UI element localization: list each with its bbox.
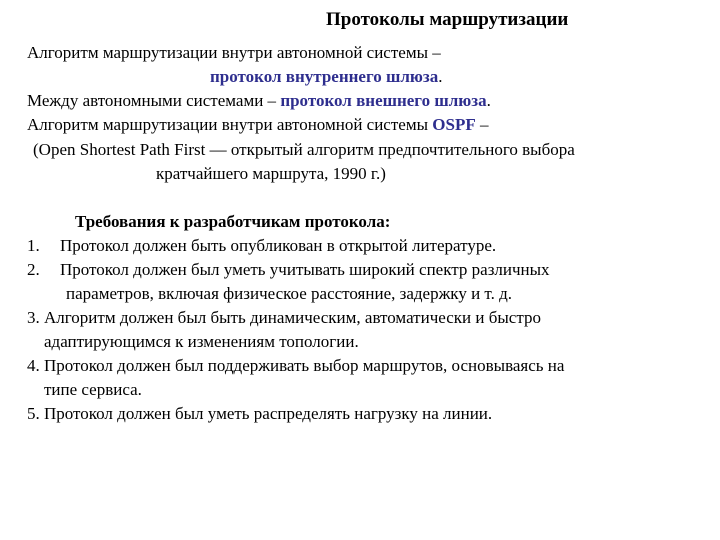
intro-line-4 xyxy=(27,113,488,137)
intro-line-3-start: Между автономными системами – xyxy=(27,91,281,110)
intro-line-2 xyxy=(210,65,442,89)
requirement-text: Протокол должен был поддерживать выбор маршрутов, основываясь на xyxy=(44,356,565,375)
intro-line-1: Алгоритм маршрутизации внутри автономной системы – xyxy=(27,43,441,62)
intro-line-6: кратчайшего маршрута, 1990 г.) xyxy=(156,164,386,183)
intro-line-3 xyxy=(27,89,491,113)
intro-line-2-end: . xyxy=(438,67,443,86)
requirement-text: типе сервиса. xyxy=(44,380,142,399)
requirement-text: Протокол должен быть опубликован в открытой литературе. xyxy=(60,236,497,255)
requirement-text: Протокол должен был уметь учитывать широкий спектр различных xyxy=(60,260,550,279)
intro-line-4-end: – xyxy=(475,115,489,134)
intro-line-5: (Open Shortest Path First — открытый алгоритм предпочтительного выбора xyxy=(33,140,575,159)
interior-gateway-protocol-text: протокол внутреннего шлюза xyxy=(210,67,439,86)
requirement-number: 2. xyxy=(27,260,40,279)
ospf-text: OSPF xyxy=(432,115,476,134)
intro-line-4-start: Алгоритм маршрутизации внутри автономной системы xyxy=(27,115,433,134)
requirement-number: 3. xyxy=(27,308,40,327)
requirement-text: адаптирующимся к изменениям топологии. xyxy=(44,332,359,351)
requirement-number: 5. xyxy=(27,404,40,423)
requirement-text: параметров, включая физическое расстояние, задержку и т. д. xyxy=(66,284,512,303)
requirement-number: 4. xyxy=(27,356,40,375)
requirements-heading: Требования к разработчикам протокола: xyxy=(75,212,391,231)
page-title: Протоколы маршрутизации xyxy=(326,9,569,30)
requirement-text: Алгоритм должен был быть динамическим, автоматически и быстро xyxy=(44,308,541,327)
exterior-gateway-protocol-text: протокол внешнего шлюза xyxy=(280,91,487,110)
intro-line-3-end: . xyxy=(486,91,491,110)
requirement-number: 1. xyxy=(27,236,40,255)
requirement-text: Протокол должен был уметь распределять нагрузку на линии. xyxy=(44,404,493,423)
